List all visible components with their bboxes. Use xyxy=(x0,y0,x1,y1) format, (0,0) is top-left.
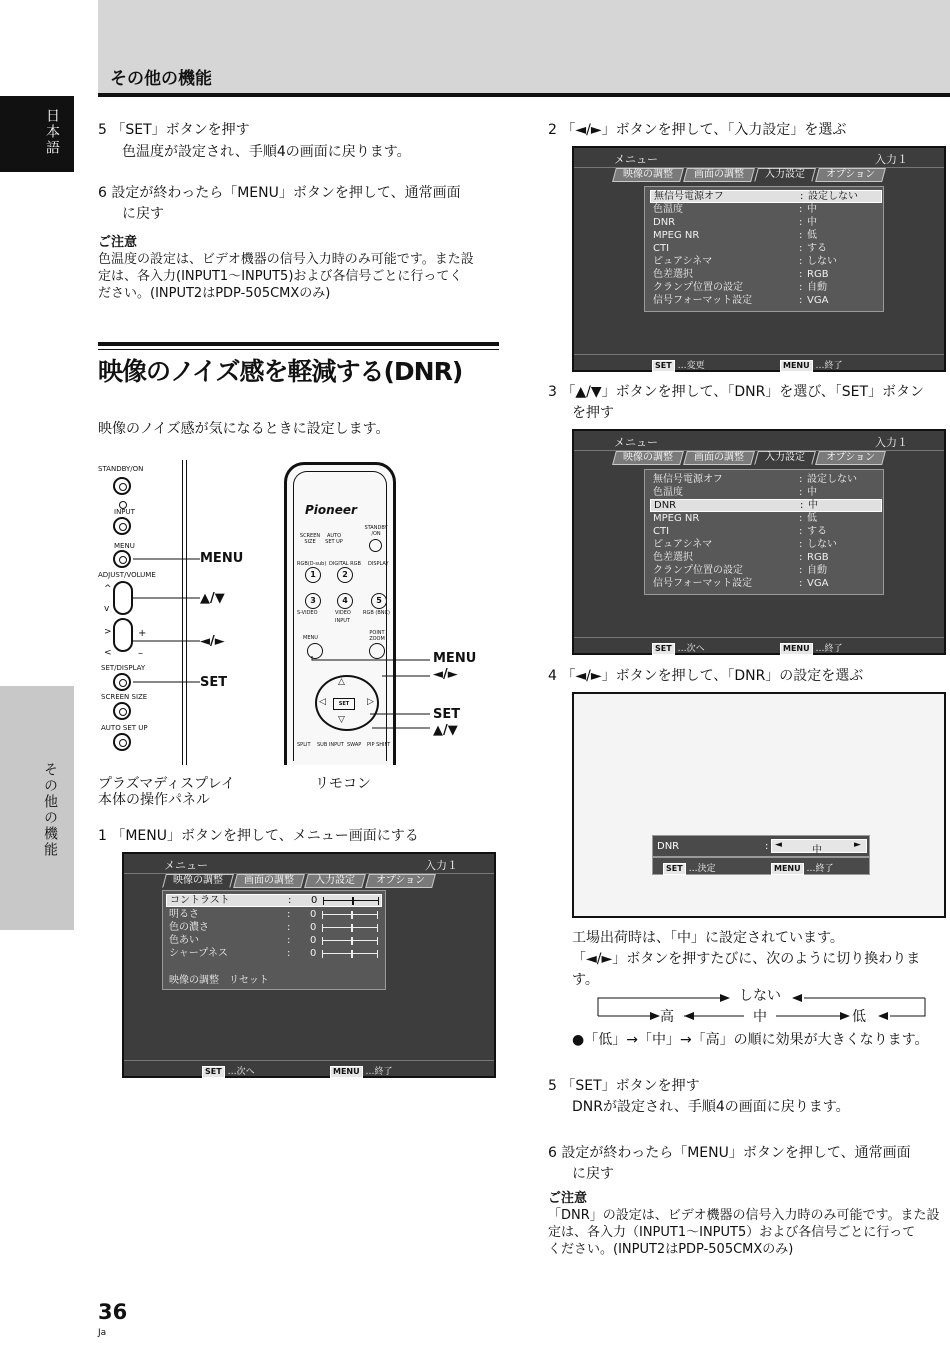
auto-setup-label: AUTO SET UP xyxy=(101,724,148,732)
remote-menu-label: MENU xyxy=(303,635,318,641)
osd2-menu-key: MENU xyxy=(780,360,813,372)
adjust-volume-label: ADJUST/VOLUME xyxy=(98,571,156,579)
left-note-line-2: 定は、各入力(INPUT1～INPUT5)および各信号ごとに行ってく xyxy=(98,269,463,284)
osd2-tab-screen: 画面の調整 xyxy=(683,168,755,182)
osd1-row-contrast: コントラスト : 0 xyxy=(166,894,382,907)
osd3-footer xyxy=(574,637,944,653)
osd2-tab-option: オプション xyxy=(815,168,886,182)
osd1-footer xyxy=(124,1060,494,1076)
osd1-tab-picture: 映像の調整 xyxy=(162,874,234,888)
remote-callout-updown: ▲/▼ xyxy=(433,723,458,738)
osd1-tab-screen: 画面の調整 xyxy=(233,874,305,888)
remote-video: VIDEO xyxy=(335,610,351,616)
osd3-set-key: SET xyxy=(652,643,675,655)
osd3-header xyxy=(574,431,944,451)
osd1-tab-input: 入力設定 xyxy=(304,874,366,888)
remote-callout-leftright: ◄/► xyxy=(433,667,458,682)
osd2-set-key: SET xyxy=(652,360,675,372)
remote-callout-lines xyxy=(300,630,440,740)
osd1-menu-key: MENU xyxy=(330,1066,363,1078)
osd3-tab-option: オプション xyxy=(815,451,886,465)
section-intro: 映像のノイズ感が気になるときに設定します。 xyxy=(98,421,390,437)
osd1-row-color: 色の濃さ : 0 xyxy=(169,922,381,934)
osd3-tab-screen: 画面の調整 xyxy=(683,451,755,465)
standby-label: STANDBY/ON xyxy=(98,465,144,473)
osd2-tabs xyxy=(614,168,887,184)
remote-dpad-up-icon: △ xyxy=(338,677,345,687)
section-title: 映像のノイズ感を軽減する(DNR) xyxy=(98,357,463,386)
right-step4-title: 4 「◄/►」ボタンを押して、「DNR」の設定を選ぶ xyxy=(548,668,864,684)
remote-input-2: 2 xyxy=(337,567,353,583)
osd3-tab-input: 入力設定 xyxy=(754,451,816,465)
osd2-panel: 無信号電源オフ : 設定しない 色温度 : 中 DNR : 中 MPEG NR : 低 CTI : する ピュアシネマ : しない 色差選択 : RGB クランプ位置の設定 : 自動 信号フォーマット設定 : VGA xyxy=(644,186,884,312)
osd1-tabs xyxy=(164,874,437,890)
left-step5-title: 5 「SET」ボタンを押す xyxy=(98,122,250,138)
osd-screen-dnr-select xyxy=(572,429,946,655)
osd4-set-key: SET xyxy=(663,863,686,875)
osd4-value-box xyxy=(771,839,867,856)
osd4-right-arrow-icon: ► xyxy=(854,840,861,850)
panel-callout-leftright: ◄/► xyxy=(200,634,225,649)
osd1-row-reset: 映像の調整 リセット xyxy=(169,975,269,986)
remote-dpad-right-icon: ▷ xyxy=(367,697,374,707)
osd3-tabs xyxy=(614,451,887,467)
osd1-set-key: SET xyxy=(202,1066,225,1078)
page-header-title: その他の機能 xyxy=(110,69,212,89)
osd3-panel: 無信号電源オフ : 設定しない 色温度 : 中 DNR : 中 MPEG NR : 低 CTI : する ピュアシネマ : しない 色差選択 : RGB クランプ位置の設定 : 自動 信号フォーマット設定 : VGA xyxy=(644,469,884,595)
cycle-label-mid: 中 xyxy=(753,1009,767,1025)
osd2-footer-exit: …終了 xyxy=(815,361,843,371)
arrow-down-label: v xyxy=(104,604,110,614)
osd4-dnr-label: DNR xyxy=(657,841,680,852)
osd1-row-sharpness: シャープネス : 0 xyxy=(169,948,381,960)
osd4-footer-exit: …終了 xyxy=(806,864,834,874)
remote-digital-rgb: DIGITAL RGB xyxy=(329,561,361,567)
osd1-input-label: 入力１ xyxy=(425,859,458,872)
osd2-footer-change: …変更 xyxy=(677,361,705,371)
right-note-line-3: ください。(INPUT2はPDP-505CMXのみ) xyxy=(548,1242,794,1257)
right-step5-title: 5 「SET」ボタンを押す xyxy=(548,1078,700,1094)
osd1-footer-exit: …終了 xyxy=(365,1067,393,1077)
remote-dpad-left-icon: ◁ xyxy=(319,697,326,707)
remote-screen-size: SCREEN SIZE xyxy=(299,533,321,545)
remote-swap: SWAP xyxy=(347,742,362,748)
osd1-panel xyxy=(162,890,386,990)
remote-display: DISPLAY xyxy=(368,561,389,567)
right-step3-title-2: を押す xyxy=(572,405,614,421)
osd4-value: 中 xyxy=(812,845,822,856)
remote-input-label: INPUT xyxy=(335,618,350,624)
osd1-row-tint: 色あい : 0 xyxy=(169,935,381,947)
osd1-row-brightness: 明るさ : 0 xyxy=(169,909,381,921)
remote-input-1: 1 xyxy=(305,567,321,583)
right-step5-body: DNRが設定され、手順4の画面に戻ります。 xyxy=(572,1099,850,1115)
osd3-menu-key: MENU xyxy=(780,643,813,655)
osd1-menu-label: メニュー xyxy=(164,859,208,872)
right-note-title: ご注意 xyxy=(548,1191,588,1206)
right-factory-default: 工場出荷時は、「中」に設定されています。 xyxy=(572,930,844,946)
osd-screen-picture xyxy=(122,852,496,1078)
osd2-header xyxy=(574,148,944,168)
menu-label: MENU xyxy=(114,542,135,550)
arrow-right-label: > xyxy=(104,627,112,637)
cycle-label-high: 高 xyxy=(660,1009,674,1025)
right-step6-title-2: に戻す xyxy=(572,1166,614,1182)
right-note-line-1: 「DNR」の設定は、ビデオ機器の信号入力時のみ可能です。また設 xyxy=(548,1208,940,1223)
remote-callout-menu: MENU xyxy=(433,651,477,666)
osd3-menu-label: メニュー xyxy=(614,436,658,449)
osd4-footer xyxy=(652,857,870,875)
right-step3-title-1: 3 「▲/▼」ボタンを押して、「DNR」を選び、「SET」ボタン xyxy=(548,384,925,400)
remote-sub-input: SUB INPUT xyxy=(317,742,344,748)
remote-callout-set: SET xyxy=(433,707,461,722)
osd3-tab-picture: 映像の調整 xyxy=(612,451,684,465)
right-cycle-text-2: す。 xyxy=(572,972,599,988)
remote-svideo: S-VIDEO xyxy=(297,610,318,616)
osd3-footer-next: …次へ xyxy=(677,644,705,654)
remote-rgb-dsub: RGB(D-sub) xyxy=(297,561,327,567)
arrow-up-label: ^ xyxy=(104,584,112,594)
caption-panel-2: 本体の操作パネル xyxy=(98,792,210,808)
panel-callout-set: SET xyxy=(200,675,228,690)
osd1-tab-option: オプション xyxy=(365,874,436,888)
section-rule-thin xyxy=(98,349,499,350)
caption-remote: リモコン xyxy=(315,776,371,792)
section-tab-label: その他の機能 xyxy=(42,762,58,858)
left-note-line-3: ださい。(INPUT2はPDP-505CMXのみ) xyxy=(98,286,331,301)
remote-set-button: SET xyxy=(333,698,355,710)
osd2-row-nosignal-off: 無信号電源オフ : 設定しない xyxy=(650,190,882,203)
right-bullet-note: ●「低」→「中」→「高」の順に効果が大きくなります。 xyxy=(572,1032,929,1048)
remote-pip-shift: PIP SHIFT xyxy=(367,742,391,748)
osd4-left-arrow-icon: ◄ xyxy=(775,840,782,850)
remote-power-button xyxy=(369,539,382,552)
language-tab-label: 日本語 xyxy=(44,108,60,156)
caption-panel-1: プラズマディスプレイ xyxy=(98,776,235,792)
remote-auto-setup: AUTO SET UP xyxy=(325,533,343,545)
panel-callout-updown: ▲/▼ xyxy=(200,591,225,606)
osd3-input-label: 入力１ xyxy=(875,436,908,449)
left-note-line-1: 色温度の設定は、ビデオ機器の信号入力時のみ可能です。また設 xyxy=(98,252,474,267)
osd3-row-dnr: DNR : 中 xyxy=(650,499,882,512)
osd-screen-input-settings xyxy=(572,146,946,372)
osd2-input-label: 入力１ xyxy=(875,153,908,166)
osd4-menu-key: MENU xyxy=(771,863,804,875)
osd2-tab-picture: 映像の調整 xyxy=(612,168,684,182)
osd1-header xyxy=(124,854,494,874)
left-step5-body: 色温度が設定され、手順4の画面に戻ります。 xyxy=(122,144,411,160)
osd-screen-dnr-adjust xyxy=(572,692,946,918)
plus-label: + xyxy=(138,628,147,639)
panel-callout-lines xyxy=(96,460,246,765)
osd4-sep: : xyxy=(765,841,769,852)
left-step6-title-1: 6 設定が終わったら「MENU」ボタンを押して、通常画面 xyxy=(98,185,461,201)
osd3-footer-exit: …終了 xyxy=(815,644,843,654)
left-note-title: ご注意 xyxy=(98,235,138,250)
panel-callout-menu: MENU xyxy=(200,551,244,566)
osd1-footer-next: …次へ xyxy=(227,1067,255,1077)
screen-size-label: SCREEN SIZE xyxy=(101,693,148,701)
set-display-label: SET/DISPLAY xyxy=(101,664,146,672)
language-tab xyxy=(0,96,74,172)
right-step2-title: 2 「◄/►」ボタンを押して、「入力設定」を選ぶ xyxy=(548,122,847,138)
remote-brand: Pioneer xyxy=(305,503,357,517)
osd2-tab-input: 入力設定 xyxy=(754,168,816,182)
cycle-label-off: しない xyxy=(739,988,781,1004)
remote-input-3: 3 xyxy=(305,593,321,609)
remote-split: SPLIT xyxy=(297,742,311,748)
remote-dpad-down-icon: ▽ xyxy=(338,715,345,725)
osd4-footer-confirm: …決定 xyxy=(688,864,716,874)
osd2-menu-label: メニュー xyxy=(614,153,658,166)
left-step6-title-2: に戻す xyxy=(122,206,164,222)
osd2-footer xyxy=(574,354,944,370)
header-band xyxy=(98,0,950,93)
remote-rgb-bnc: RGB (BNC) xyxy=(363,610,390,616)
remote-standby-label: STANDBY /ON xyxy=(364,525,388,537)
header-rule xyxy=(98,93,950,97)
right-note-line-2: 定は、各入力（INPUT1～INPUT5）および各信号ごとに行って xyxy=(548,1225,916,1240)
right-cycle-text-1: 「◄/►」ボタンを押すたびに、次のように切り換わりま xyxy=(572,951,921,967)
input-label: INPUT xyxy=(114,508,135,516)
arrow-left-label: < xyxy=(104,648,112,658)
section-rule xyxy=(98,342,499,346)
minus-label: – xyxy=(138,648,143,659)
page-lang: Ja xyxy=(98,1328,107,1338)
right-step6-title-1: 6 設定が終わったら「MENU」ボタンを押して、通常画面 xyxy=(548,1145,911,1161)
section-tab xyxy=(0,686,74,930)
remote-point-zoom: POINT ZOOM xyxy=(369,630,385,642)
osd4-dnr-bar xyxy=(652,835,870,857)
page-number: 36 xyxy=(98,1300,128,1324)
cycle-label-low: 低 xyxy=(852,1009,866,1025)
remote-input-5: 5 xyxy=(371,593,387,609)
left-step1-title: 1 「MENU」ボタンを押して、メニュー画面にする xyxy=(98,828,419,844)
remote-input-4: 4 xyxy=(337,593,353,609)
